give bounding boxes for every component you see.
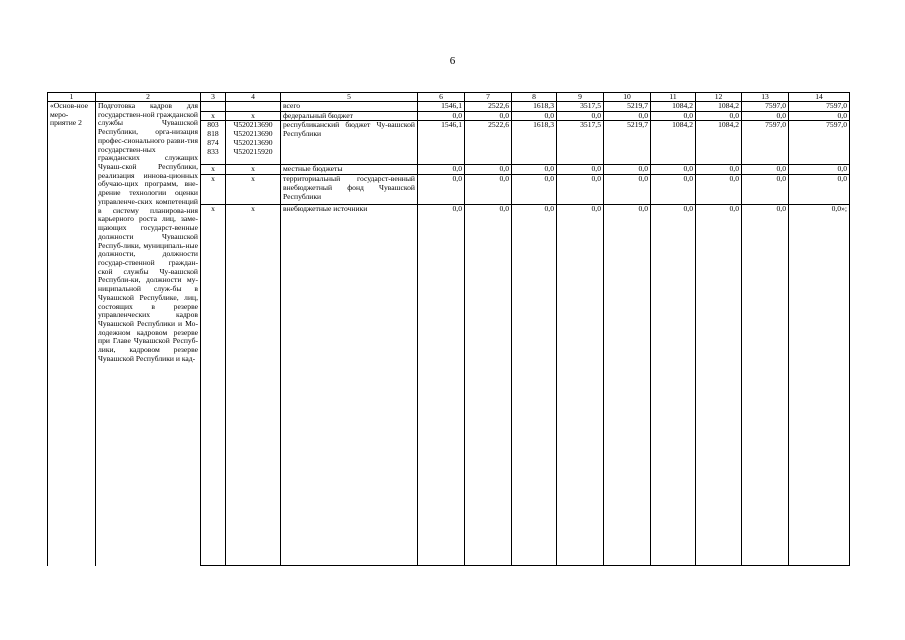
amount-cell: 1546,1 xyxy=(418,102,465,112)
amount-cell: 5219,7 xyxy=(604,102,651,112)
column-header-6: 6 xyxy=(418,93,465,102)
column-header-12: 12 xyxy=(696,93,742,102)
amount-cell: 0,0 xyxy=(604,205,651,214)
column-header-8: 8 xyxy=(512,93,557,102)
empty-cell xyxy=(696,214,742,566)
amount-cell: 0,0 xyxy=(742,111,789,121)
admin-code-line: х xyxy=(211,110,215,120)
empty-cell xyxy=(226,214,281,566)
empty-cell xyxy=(201,214,226,566)
amount-cell: 0,0 xyxy=(651,111,696,121)
column-header-11: 11 xyxy=(651,93,696,102)
target-code xyxy=(226,121,281,165)
target-code-line: Ч520213690 xyxy=(233,120,273,130)
amount-cell: 0,0 xyxy=(557,205,604,214)
amount-cell: 0,0 xyxy=(742,175,789,205)
column-header-7: 7 xyxy=(465,93,512,102)
amount-cell: 7597,0 xyxy=(742,121,789,165)
column-header-5: 5 xyxy=(281,93,418,102)
amount-cell: 0,0 xyxy=(696,205,742,214)
target-code-line: Ч520215920 xyxy=(233,146,273,156)
admin-code xyxy=(201,205,226,214)
amount-cell: 0,0 xyxy=(418,165,465,175)
amount-cell: 0,0 xyxy=(557,165,604,175)
amount-cell: 0,0 xyxy=(465,165,512,175)
target-code xyxy=(226,102,281,112)
funding-source: федеральный бюджет xyxy=(281,111,418,121)
amount-cell: 0,0 xyxy=(418,111,465,121)
amount-cell: 0,0 xyxy=(696,165,742,175)
budget-table xyxy=(47,92,850,566)
amount-cell: 0,0 xyxy=(465,205,512,214)
funding-source: внебюджетные источники xyxy=(281,205,418,214)
column-header-1: 1 xyxy=(48,93,96,102)
target-code-line: Ч520213690 xyxy=(233,137,273,147)
amount-cell: 0,0 xyxy=(651,175,696,205)
amount-cell: 1618,3 xyxy=(512,121,557,165)
amount-cell: 0,0 xyxy=(418,175,465,205)
admin-code-line: 818 xyxy=(207,129,219,139)
admin-code xyxy=(201,102,226,112)
funding-source: местные бюджеты xyxy=(281,165,418,175)
empty-cell xyxy=(418,214,465,566)
admin-code xyxy=(201,121,226,165)
target-code-line: х xyxy=(251,110,255,120)
empty-cell xyxy=(512,214,557,566)
funding-source: территориальный государст-венный внебюджетный фонд Чувашской Республики xyxy=(281,175,418,205)
table-row xyxy=(48,102,850,112)
target-code-line: х xyxy=(251,164,255,174)
amount-cell: 0,0 xyxy=(789,165,850,175)
funding-source: всего xyxy=(281,102,418,112)
amount-cell: 1084,2 xyxy=(696,121,742,165)
target-code-line: Ч520213690 xyxy=(233,129,273,139)
amount-cell: 0,0 xyxy=(557,111,604,121)
admin-code-line: х xyxy=(211,174,215,184)
amount-cell: 5219,7 xyxy=(604,121,651,165)
column-header-14: 14 xyxy=(789,93,850,102)
measure-description: Подготовка кадров для государствен-ной гражданской службы Чувашской Республики, орга-низация профес-сионального разви-тия государствен-ных гражданских служащих Чуваш-ской Республики, реализация иннова-ционных обучаю-щих программ, вне-дрение технологии оценки управленче-ских компетенций в систему планирова-ния карьерного роста лиц, заме-щающих государст-венные должности Чувашской Респуб-лики, муниципаль-ные должности, должности государ-ственной граждан-ской службы Чу-вашской Республи-ки, должности му-ниципальной служ-бы в Чувашской Республике, лиц, состоящих в резерве управленческих кадров Чувашской Республики и Мо-лодежном кадровом резерве при Главе Чувашской Респуб-лики, кадровом резерве Чувашской Республики и кад- xyxy=(96,102,201,566)
amount-cell: 0,0 xyxy=(512,205,557,214)
column-header-3: 3 xyxy=(201,93,226,102)
amount-cell: 2522,6 xyxy=(465,121,512,165)
empty-cell xyxy=(557,214,604,566)
amount-cell: 0,0 xyxy=(465,175,512,205)
target-code xyxy=(226,205,281,214)
admin-code-line: 874 xyxy=(207,137,219,147)
empty-cell xyxy=(651,214,696,566)
target-code-line: х xyxy=(251,174,255,184)
amount-cell: 0,0 xyxy=(418,205,465,214)
amount-cell: 0,0 xyxy=(604,175,651,205)
amount-cell: 0,0 xyxy=(742,165,789,175)
column-header-4: 4 xyxy=(226,93,281,102)
amount-cell: 0,0 xyxy=(604,111,651,121)
amount-cell: 7597,0 xyxy=(742,102,789,112)
amount-cell: 3517,5 xyxy=(557,121,604,165)
amount-cell: 0,0 xyxy=(789,111,850,121)
amount-cell: 0,0 xyxy=(696,111,742,121)
amount-cell: 0,0 xyxy=(512,165,557,175)
target-code xyxy=(226,175,281,205)
admin-code xyxy=(201,175,226,205)
amount-cell: 1084,2 xyxy=(696,102,742,112)
funding-source: республиканский бюджет Чу-вашской Республики xyxy=(281,121,418,165)
amount-cell: 1546,1 xyxy=(418,121,465,165)
column-header-2: 2 xyxy=(96,93,201,102)
column-header-10: 10 xyxy=(604,93,651,102)
empty-cell xyxy=(465,214,512,566)
amount-cell: 0,0 xyxy=(604,165,651,175)
amount-cell: 3517,5 xyxy=(557,102,604,112)
amount-cell: 0,0 xyxy=(651,205,696,214)
admin-code-line: х xyxy=(211,164,215,174)
amount-cell: 7597,0 xyxy=(789,102,850,112)
amount-cell: 0,0 xyxy=(651,165,696,175)
empty-cell xyxy=(789,214,850,566)
target-code-line: х xyxy=(251,204,255,214)
empty-cell xyxy=(281,214,418,566)
admin-code-line: 803 xyxy=(207,120,219,130)
measure-label: «Основ-ное меро-приятие 2 xyxy=(48,102,96,566)
admin-code-line: 833 xyxy=(207,146,219,156)
empty-cell xyxy=(742,214,789,566)
page-number: 6 xyxy=(449,55,456,67)
amount-cell: 0,0 xyxy=(742,205,789,214)
admin-code-line: х xyxy=(211,204,215,214)
amount-cell: 0,0 xyxy=(696,175,742,205)
amount-cell: 0,0 xyxy=(465,111,512,121)
amount-cell: 1618,3 xyxy=(512,102,557,112)
column-header-9: 9 xyxy=(557,93,604,102)
amount-cell: 2522,6 xyxy=(465,102,512,112)
amount-cell: 0,0 xyxy=(512,175,557,205)
empty-cell xyxy=(604,214,651,566)
amount-cell: 0,0 xyxy=(512,111,557,121)
amount-cell: 7597,0 xyxy=(789,121,850,165)
amount-cell: 0,0»; xyxy=(789,205,850,214)
amount-cell: 0,0 xyxy=(557,175,604,205)
amount-cell: 1084,2 xyxy=(651,121,696,165)
column-header-13: 13 xyxy=(742,93,789,102)
amount-cell: 0,0 xyxy=(789,175,850,205)
amount-cell: 1084,2 xyxy=(651,102,696,112)
